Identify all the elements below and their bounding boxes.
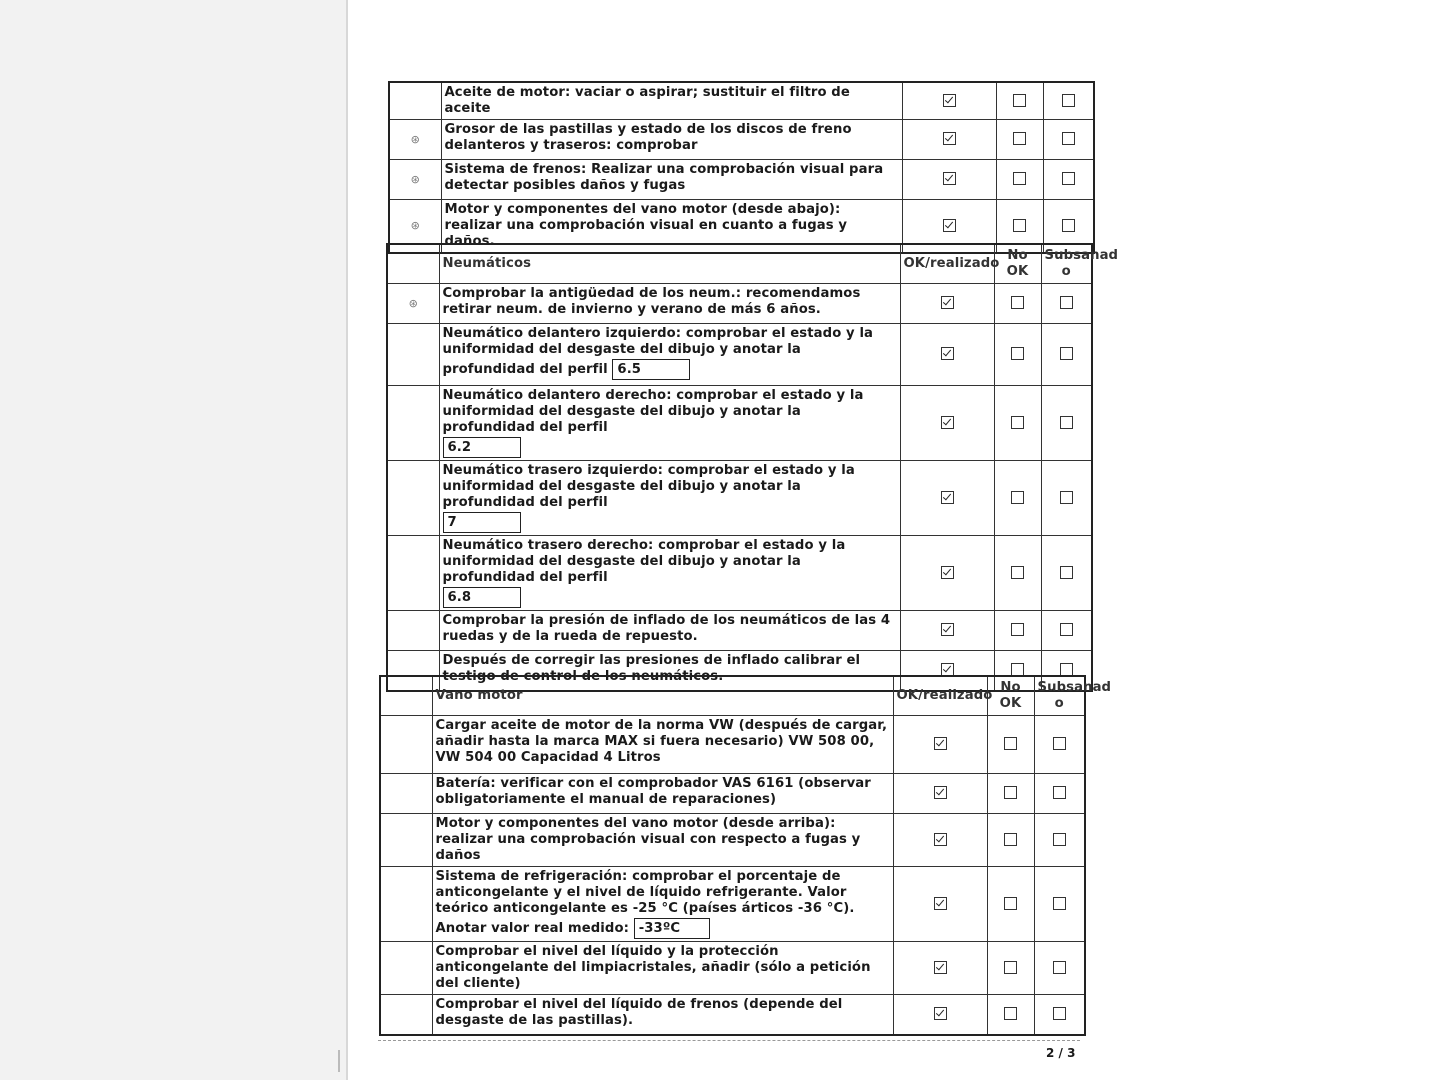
column-header-subsanado: Subsanad o [1041, 244, 1092, 284]
table-row [387, 386, 1092, 461]
brakes-checklist-table [388, 81, 1095, 254]
ok-checkbox[interactable] [941, 491, 954, 504]
task-cell [439, 461, 900, 536]
task-cell [439, 536, 900, 611]
column-header-ok: OK/realizado [900, 244, 994, 284]
no-ok-checkbox[interactable] [1004, 1007, 1017, 1020]
task-text: Neumático delantero derecho: comprobar el estado y la uniformidad del desgaste del dibujo y anotar la profundidad del perfil [442, 388, 864, 435]
no-ok-checkbox[interactable] [1011, 623, 1024, 636]
icon-cell [387, 386, 439, 461]
footer-divider [378, 1040, 1080, 1041]
column-header-subsanado: Subsanad o [1034, 676, 1085, 716]
task-text: Comprobar la presión de inflado de los neumáticos de las 4 ruedas y de la rueda de repuesto. [439, 611, 900, 651]
task-text: Sistema de frenos: Realizar una comprobación visual para detectar posibles daños y fugas [441, 160, 902, 200]
subsanado-checkbox[interactable] [1053, 833, 1066, 846]
no-ok-checkbox[interactable] [1013, 172, 1026, 185]
brake-disc-icon: ⊛ [410, 132, 420, 146]
no-ok-checkbox[interactable] [1011, 347, 1024, 360]
task-text: Grosor de las pastillas y estado de los discos de freno delanteros y traseros: comprobar [441, 120, 902, 160]
icon-cell [380, 942, 432, 995]
no-ok-checkbox[interactable] [1011, 663, 1024, 676]
task-text: Comprobar el nivel del líquido y la protección anticongelante del limpiacristales, añadir (sólo a petición del cliente) [432, 942, 893, 995]
subsanado-checkbox[interactable] [1062, 94, 1075, 107]
task-text: Neumático trasero derecho: comprobar el estado y la uniformidad del desgaste del dibujo y anotar la profundidad del perfil [442, 538, 846, 585]
no-ok-checkbox[interactable] [1013, 219, 1026, 232]
no-ok-checkbox[interactable] [1011, 491, 1024, 504]
subsanado-checkbox[interactable] [1053, 737, 1066, 750]
task-text: Motor y componentes del vano motor (desde arriba): realizar una comprobación visual con respecto a fugas y daños [432, 814, 893, 867]
ok-checkbox[interactable] [943, 172, 956, 185]
subsanado-checkbox[interactable] [1062, 172, 1075, 185]
subsanado-checkbox[interactable] [1053, 897, 1066, 910]
table-row [387, 284, 1092, 324]
table-row [389, 160, 1094, 200]
brake-disc-icon: ⊛ [410, 219, 420, 232]
icon-cell [380, 774, 432, 814]
no-ok-checkbox[interactable] [1004, 833, 1017, 846]
table-row [387, 324, 1092, 386]
task-text: Sistema de refrigeración: comprobar el porcentaje de anticongelante y el nivel de líquido refrigerante. Valor teórico anticongelante es -25 °C (países árticos -36 °C). Anotar valor real medido: [435, 869, 855, 936]
task-cell [439, 386, 900, 461]
ok-checkbox[interactable] [934, 1007, 947, 1020]
table-row [387, 611, 1092, 651]
scan-mark [338, 1050, 340, 1072]
table-row [380, 867, 1085, 942]
page-number: 2 / 3 [1046, 1046, 1076, 1060]
table-row [380, 814, 1085, 867]
subsanado-checkbox[interactable] [1062, 219, 1075, 232]
icon-cell [380, 814, 432, 867]
no-ok-checkbox[interactable] [1004, 786, 1017, 799]
no-ok-checkbox[interactable] [1011, 296, 1024, 309]
section-title: Neumáticos [439, 244, 900, 284]
ok-checkbox[interactable] [934, 897, 947, 910]
table-row [387, 461, 1092, 536]
table-row [380, 942, 1085, 995]
column-header-no-ok: No OK [987, 676, 1034, 716]
engine-bay-checklist-table [379, 675, 1112, 1036]
no-ok-checkbox[interactable] [1013, 94, 1026, 107]
ok-checkbox[interactable] [934, 786, 947, 799]
header-blank [380, 676, 432, 716]
task-cell [432, 867, 893, 942]
section-title: Vano motor [432, 676, 893, 716]
task-text: Batería: verificar con el comprobador VAS 6161 (observar obligatoriamente el manual de reparaciones) [432, 774, 893, 814]
task-text: Neumático delantero izquierdo: comprobar el estado y la uniformidad del desgaste del dibujo y anotar la profundidad del perfil [442, 326, 874, 377]
subsanado-checkbox[interactable] [1060, 296, 1073, 309]
table-row [380, 716, 1085, 774]
ok-checkbox[interactable] [943, 132, 956, 145]
subsanado-checkbox[interactable] [1060, 623, 1073, 636]
column-header-no-ok: No OK [994, 244, 1041, 284]
icon-cell [387, 536, 439, 611]
task-text: Neumático trasero izquierdo: comprobar el estado y la uniformidad del desgaste del dibujo y anotar la profundidad del perfil [442, 463, 855, 510]
table-row [380, 995, 1085, 1035]
ok-checkbox[interactable] [934, 833, 947, 846]
ok-checkbox[interactable] [943, 219, 956, 232]
icon-cell [387, 461, 439, 536]
no-ok-checkbox[interactable] [1004, 737, 1017, 750]
task-text: Después de corregir las presiones de inflado calibrar el testigo de control de los neumáticos. [439, 651, 900, 691]
ok-checkbox[interactable] [941, 566, 954, 579]
subsanado-checkbox[interactable] [1053, 786, 1066, 799]
task-text: Motor y componentes del vano motor (desde abajo): realizar una comprobación visual en cuanto a fugas y daños. [441, 200, 902, 254]
subsanado-checkbox[interactable] [1060, 566, 1073, 579]
tread-depth-value-field[interactable]: 7 [443, 512, 521, 533]
icon-cell [387, 324, 439, 386]
subsanado-checkbox[interactable] [1060, 416, 1073, 429]
table-row [389, 120, 1094, 160]
icon-cell [380, 867, 432, 942]
ok-checkbox[interactable] [934, 961, 947, 974]
icon-cell [380, 716, 432, 774]
table-row [380, 774, 1085, 814]
no-ok-checkbox[interactable] [1011, 566, 1024, 579]
tread-depth-value-field[interactable]: 6.5 [612, 359, 690, 380]
no-ok-checkbox[interactable] [1004, 961, 1017, 974]
no-ok-checkbox[interactable] [1004, 897, 1017, 910]
no-ok-checkbox[interactable] [1011, 416, 1024, 429]
icon-cell [380, 995, 432, 1035]
column-header-ok: OK/realizado [893, 676, 987, 716]
no-ok-checkbox[interactable] [1013, 132, 1026, 145]
ok-checkbox[interactable] [941, 663, 954, 676]
brake-disc-icon: ⊛ [410, 172, 420, 186]
subsanado-checkbox[interactable] [1060, 347, 1073, 360]
tread-depth-value-field[interactable]: 6.8 [443, 587, 521, 608]
subsanado-checkbox[interactable] [1060, 663, 1073, 676]
ok-checkbox[interactable] [934, 737, 947, 750]
ok-checkbox[interactable] [941, 296, 954, 309]
antifreeze-value-field[interactable]: -33ºC [634, 918, 710, 939]
subsanado-checkbox[interactable] [1060, 491, 1073, 504]
task-text: Aceite de motor: vaciar o aspirar; sustituir el filtro de aceite [441, 82, 902, 120]
ok-checkbox[interactable] [941, 623, 954, 636]
ok-checkbox[interactable] [941, 416, 954, 429]
task-text: Cargar aceite de motor de la norma VW (después de cargar, añadir hasta la marca MAX si fuera necesario) VW 508 00, VW 504 00 Capacidad 4 Litros [432, 716, 893, 774]
table-header-row [380, 676, 1085, 716]
ok-checkbox[interactable] [943, 94, 956, 107]
table-header-row [387, 244, 1092, 284]
task-cell [439, 324, 900, 386]
task-text: Comprobar la antigüedad de los neum.: recomendamos retirar neum. de invierno y verano de más 6 años. [439, 284, 900, 324]
table-row [387, 536, 1092, 611]
tread-depth-value-field[interactable]: 6.2 [443, 437, 521, 458]
subsanado-checkbox[interactable] [1053, 1007, 1066, 1020]
icon-cell [389, 82, 441, 120]
subsanado-checkbox[interactable] [1053, 961, 1066, 974]
tire-icon: ⊛ [408, 296, 418, 310]
subsanado-checkbox[interactable] [1062, 132, 1075, 145]
header-blank [387, 244, 439, 284]
ok-checkbox[interactable] [941, 347, 954, 360]
tires-checklist-table [386, 243, 1119, 692]
task-text: Comprobar el nivel del líquido de frenos (depende del desgaste de las pastillas). [432, 995, 893, 1035]
table-row [389, 82, 1094, 120]
icon-cell [387, 611, 439, 651]
